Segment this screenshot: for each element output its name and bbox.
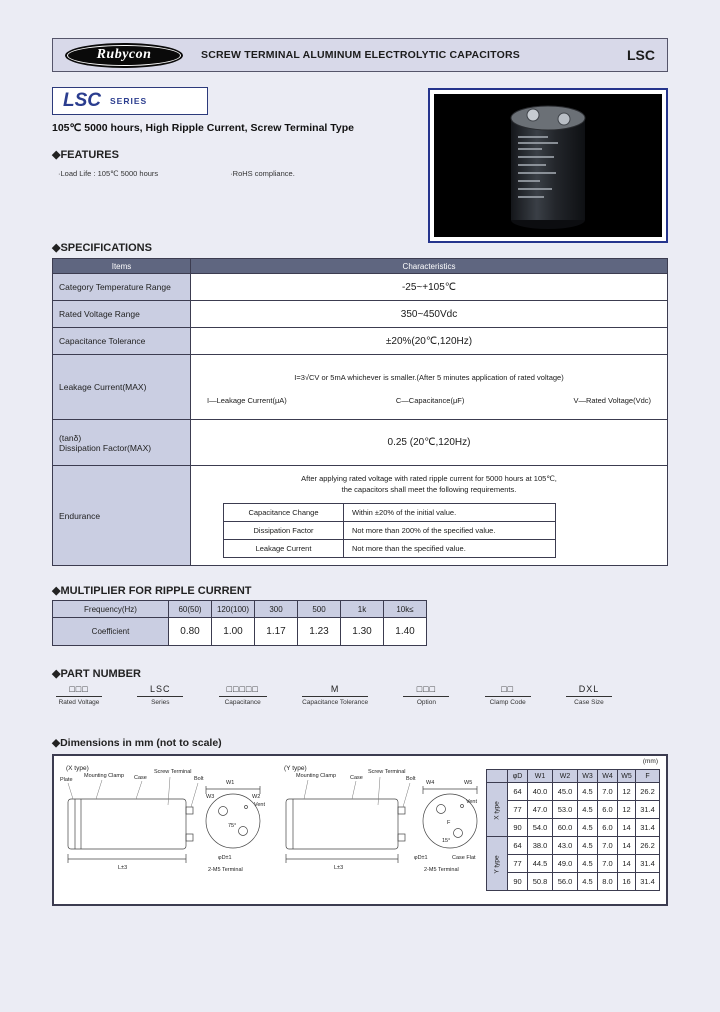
leakage-legend-i: I—Leakage Current(μA) [207, 396, 287, 405]
length-dim-label: L±3 [118, 865, 128, 871]
logo-text: Rubycon [96, 47, 152, 62]
multiplier-coef: 1.30 [341, 618, 384, 646]
leakage-legend-c: C—Capacitance(μF) [395, 396, 465, 405]
dim-cell: 90 [508, 873, 528, 891]
dim-cell: 7.0 [598, 855, 618, 873]
plate-label: Plate [60, 777, 73, 783]
dim-cell: 64 [508, 783, 528, 801]
multiplier-freq: 300 [255, 601, 298, 618]
dim-cell: 8.0 [598, 873, 618, 891]
multiplier-table [52, 600, 427, 646]
screw-terminal-label: Screw Terminal [154, 769, 192, 775]
dim-header: φD [508, 770, 528, 783]
series-code: LSC [627, 47, 655, 63]
dim-cell: 6.0 [598, 819, 618, 837]
w3-dim-label: W3 [206, 794, 215, 800]
dim-cell: 6.0 [598, 801, 618, 819]
spec-label-tolerance: Capacitance Tolerance [53, 328, 191, 355]
w1-dim-label: W1 [226, 780, 235, 786]
dim-cell: 4.5 [578, 855, 598, 873]
dim-cell: 47.0 [528, 801, 553, 819]
f-dim-label: F [447, 820, 451, 826]
m5-terminal-label: 2-M5 Terminal [424, 867, 459, 873]
multiplier-coef: 0.80 [169, 618, 212, 646]
angle-75-label: 75° [228, 823, 237, 829]
dim-header: W2 [553, 770, 578, 783]
leakage-legend-v: V—Rated Voltage(Vdc) [573, 396, 651, 405]
bolt-label: Bolt [406, 776, 416, 782]
spec-label-endurance: Endurance [53, 466, 191, 566]
dim-header: W3 [578, 770, 598, 783]
dim-cell: 26.2 [636, 837, 660, 855]
dim-cell: 12 [618, 783, 636, 801]
spec-value-leakage [191, 355, 668, 420]
part-segment-capacitance [219, 684, 267, 706]
dim-cell: 7.0 [598, 783, 618, 801]
dim-cell: 50.8 [528, 873, 553, 891]
multiplier-coef: 1.00 [212, 618, 255, 646]
part-code: □□ [485, 684, 531, 697]
part-label: Capacitance Tolerance [302, 699, 369, 706]
multiplier-freq: 500 [298, 601, 341, 618]
leakage-legend [201, 396, 657, 405]
dim-cell: 64 [508, 837, 528, 855]
part-label: Case Size [574, 699, 604, 706]
dim-group-x: X type [486, 783, 507, 837]
case-label: Case [134, 775, 147, 781]
case-flat-label: Case Flat [452, 855, 476, 861]
capacitor-photo-art [434, 94, 662, 233]
page-title: SCREW TERMINAL ALUMINUM ELECTROLYTIC CAPACITORS [201, 49, 520, 61]
feature-rohs: ·RoHS compliance. [230, 169, 295, 178]
multiplier-freq: 1k [341, 601, 384, 618]
tagline: 105℃ 5000 hours, High Ripple Current, Screw Terminal Type [52, 122, 354, 134]
part-number-heading: ◆PART NUMBER [52, 668, 141, 680]
m5-terminal-label: 2-M5 Terminal [208, 867, 243, 873]
part-label: Clamp Code [489, 699, 526, 706]
part-label: Capacitance [224, 699, 261, 706]
w4-dim-label: W4 [426, 780, 435, 786]
features-heading: ◆FEATURES [52, 149, 119, 161]
dim-cell: 4.5 [578, 783, 598, 801]
multiplier-coef-label: Coefficient [53, 618, 169, 646]
mounting-clamp-label: Mounting Clamp [296, 773, 337, 779]
dimensions-box [52, 754, 668, 906]
dim-cell: 4.5 [578, 837, 598, 855]
vent-label: Vent [254, 802, 266, 808]
specifications-table [52, 258, 668, 566]
dim-cell: 40.0 [528, 783, 553, 801]
mounting-clamp-label: Mounting Clamp [84, 773, 125, 779]
product-photo-frame [428, 88, 668, 243]
w2-dim-label: W2 [252, 794, 261, 800]
dim-cell: 54.0 [528, 819, 553, 837]
dim-cell: 4.5 [578, 801, 598, 819]
spec-label-tand [53, 420, 191, 466]
tand-label-line1: (tanδ) [59, 432, 82, 443]
part-segment-option [403, 684, 449, 706]
endurance-item: Dissipation Factor [224, 521, 344, 539]
dim-cell: 14 [618, 837, 636, 855]
dim-cell: 90 [508, 819, 528, 837]
tand-label-line2: Dissipation Factor(MAX) [59, 442, 152, 453]
dimensions-heading: ◆Dimensions in mm (not to scale) [52, 737, 222, 749]
endurance-item: Leakage Current [224, 539, 344, 557]
dim-cell: 77 [508, 855, 528, 873]
product-photo [434, 94, 662, 237]
dim-cell: 31.4 [636, 855, 660, 873]
features-list [58, 169, 295, 178]
dim-cell: 43.0 [553, 837, 578, 855]
part-code: DXL [566, 684, 612, 697]
dim-header: W5 [618, 770, 636, 783]
screw-terminal-label: Screw Terminal [368, 769, 406, 775]
multiplier-freq: 10k≤ [384, 601, 427, 618]
series-suffix: SERIES [110, 96, 148, 106]
dim-cell: 49.0 [553, 855, 578, 873]
spec-value-tand: 0.25 (20℃,120Hz) [191, 420, 668, 466]
spec-label-voltage: Rated Voltage Range [53, 301, 191, 328]
angle-15-label: 15° [442, 838, 451, 844]
spec-label-temp: Category Temperature Range [53, 274, 191, 301]
spec-items-header: Items [53, 259, 191, 274]
multiplier-freq: 60(50) [169, 601, 212, 618]
multiplier-freq: 120(100) [212, 601, 255, 618]
endurance-req: Not more than the specified value. [344, 539, 556, 557]
multiplier-heading: ◆MULTIPLIER FOR RIPPLE CURRENT [52, 585, 252, 597]
mm-note: (mm) [642, 758, 658, 765]
endurance-item: Capacitance Change [224, 503, 344, 521]
part-segment-clamp-code [485, 684, 531, 706]
multiplier-coef: 1.23 [298, 618, 341, 646]
specifications-heading: ◆SPECIFICATIONS [52, 242, 152, 254]
dim-cell: 31.4 [636, 801, 660, 819]
part-code: □□□ [56, 684, 102, 697]
dim-cell: 31.4 [636, 873, 660, 891]
diameter-dim-label: φD±1 [218, 855, 232, 861]
dim-cell: 16 [618, 873, 636, 891]
part-label: Option [416, 699, 436, 706]
dim-cell: 26.2 [636, 783, 660, 801]
dim-cell: 14 [618, 855, 636, 873]
spec-value-tolerance: ±20%(20℃,120Hz) [191, 328, 668, 355]
spec-value-temp: -25~+105℃ [191, 274, 668, 301]
part-code: □□□ [403, 684, 449, 697]
dim-cell: 4.5 [578, 873, 598, 891]
part-code: M [302, 684, 368, 697]
dim-cell: 4.5 [578, 819, 598, 837]
dim-cell: 7.0 [598, 837, 618, 855]
part-code: □□□□□ [219, 684, 267, 697]
endurance-req: Not more than 200% of the specified value. [344, 521, 556, 539]
dim-cell: 31.4 [636, 819, 660, 837]
dim-cell: 38.0 [528, 837, 553, 855]
endurance-intro-2: the capacitors shall meet the following requirements. [341, 485, 517, 495]
w5-dim-label: W5 [464, 780, 473, 786]
dim-cell: 53.0 [553, 801, 578, 819]
part-label: Series [151, 699, 170, 706]
dim-cell: 77 [508, 801, 528, 819]
x-type-label: (X type) [66, 765, 89, 772]
length-dim-label: L±3 [334, 865, 344, 871]
multiplier-coef: 1.17 [255, 618, 298, 646]
diameter-dim-label: φD±1 [414, 855, 428, 861]
dim-cell: 12 [618, 801, 636, 819]
dim-cell: 45.0 [553, 783, 578, 801]
spec-value-voltage: 350~450Vdc [191, 301, 668, 328]
y-type-label: (Y type) [284, 765, 307, 772]
dim-header: W4 [598, 770, 618, 783]
spec-chars-header: Characteristics [191, 259, 668, 274]
dim-group-header [486, 770, 507, 783]
dimension-table [486, 769, 660, 891]
multiplier-coef: 1.40 [384, 618, 427, 646]
case-label: Case [350, 775, 363, 781]
dim-cell: 14 [618, 819, 636, 837]
part-segment-rated-voltage [56, 684, 102, 706]
header-bar [52, 38, 668, 72]
endurance-subtable [223, 503, 556, 558]
series-name: LSC [63, 90, 101, 111]
leakage-formula: I=3√CV or 5mA whichever is smaller.(After 5 minutes application of rated voltage) [294, 373, 564, 382]
part-segment-series [137, 684, 183, 706]
multiplier-freq-label: Frequency(Hz) [53, 601, 169, 618]
rubycon-logo [65, 43, 183, 68]
dimension-drawings [58, 759, 488, 903]
dim-cell: 60.0 [553, 819, 578, 837]
series-box [52, 87, 208, 115]
endurance-req: Within ±20% of the initial value. [344, 503, 556, 521]
dim-cell: 44.5 [528, 855, 553, 873]
endurance-intro-1: After applying rated voltage with rated ripple current for 5000 hours at 105℃, [301, 474, 557, 483]
part-segment-tolerance [302, 684, 368, 706]
dim-group-y: Y type [486, 837, 507, 891]
part-segment-case-size [566, 684, 612, 706]
dim-cell: 56.0 [553, 873, 578, 891]
bolt-label: Bolt [194, 776, 204, 782]
vent-label: Vent [466, 799, 478, 805]
dim-header: F [636, 770, 660, 783]
spec-label-leakage: Leakage Current(MAX) [53, 355, 191, 420]
part-number-row [56, 684, 612, 706]
part-label: Rated Voltage [58, 699, 100, 706]
feature-load-life: ·Load Life : 105℃ 5000 hours [58, 169, 159, 178]
spec-value-endurance [191, 466, 668, 566]
dim-header: W1 [528, 770, 553, 783]
part-code: LSC [137, 684, 183, 697]
